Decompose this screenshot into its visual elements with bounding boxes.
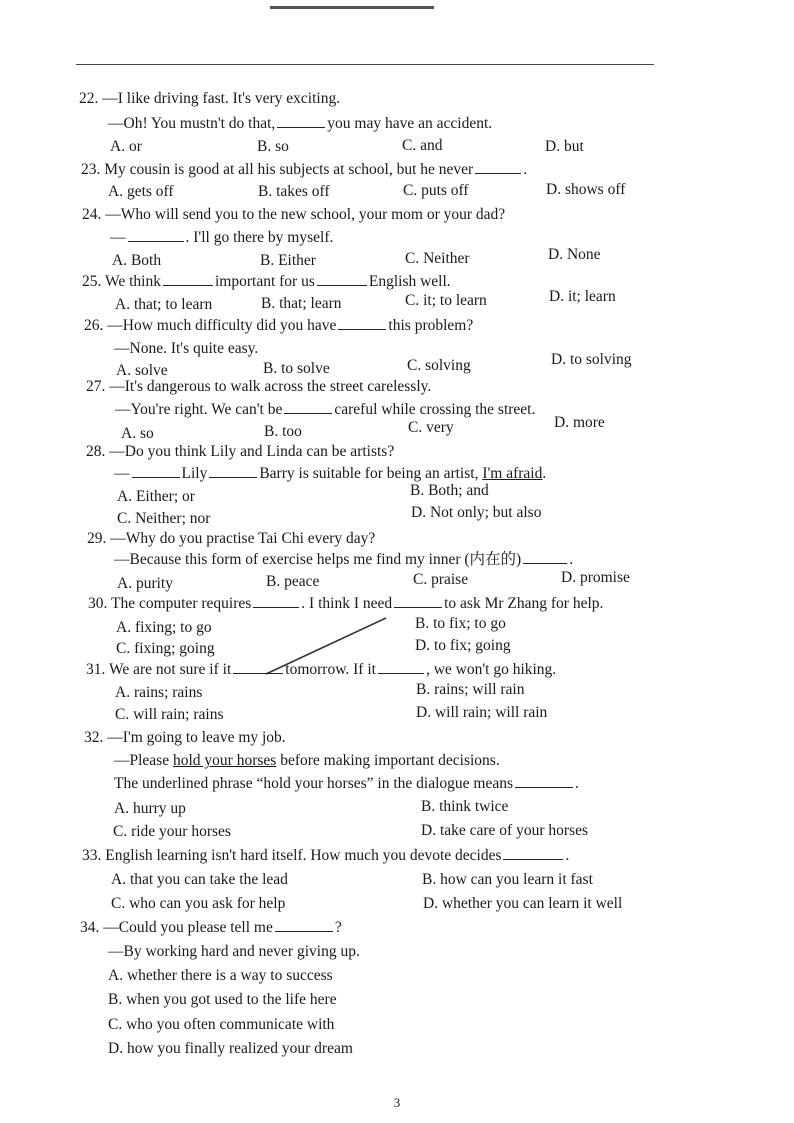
option-c[interactable]: C. who you often communicate with xyxy=(108,1016,335,1033)
option-d[interactable]: D. but xyxy=(545,138,584,155)
option-a[interactable]: A. that; to learn xyxy=(115,296,213,313)
question-32-line2: —Please hold your horses before making important decisions. xyxy=(114,752,500,769)
answer-blank[interactable] xyxy=(284,399,332,414)
question-27-line2: —You're right. We can't be careful while crossing the street. xyxy=(115,401,536,418)
option-d[interactable]: D. take care of your horses xyxy=(421,822,588,839)
question-28: 28. —Do you think Lily and Linda can be artists? xyxy=(86,443,395,460)
header-rule xyxy=(76,64,654,65)
answer-blank[interactable] xyxy=(275,917,333,932)
option-c[interactable]: C. ride your horses xyxy=(113,823,231,840)
option-b[interactable]: B. to fix; to go xyxy=(415,615,506,632)
option-d[interactable]: D. it; learn xyxy=(549,288,616,305)
answer-blank[interactable] xyxy=(233,659,283,674)
option-a[interactable]: A. rains; rains xyxy=(115,684,203,701)
option-c[interactable]: C. and xyxy=(402,137,443,154)
option-b[interactable]: B. peace xyxy=(266,573,320,590)
answer-blank[interactable] xyxy=(253,593,299,608)
question-22: 22. —I like driving fast. It's very exciting. xyxy=(79,90,341,107)
question-30: 30. The computer requires . I think I need to ask Mr Zhang for help. xyxy=(88,595,604,612)
option-c[interactable]: C. Neither; nor xyxy=(117,510,211,527)
answer-blank[interactable] xyxy=(523,549,567,564)
option-c[interactable]: C. fixing; going xyxy=(116,640,215,657)
option-a[interactable]: A. that you can take the lead xyxy=(111,871,288,888)
option-a[interactable]: A. Both xyxy=(112,252,162,269)
underlined-phrase: hold your horses xyxy=(172,752,277,769)
question-32: 32. —I'm going to leave my job. xyxy=(84,729,286,746)
option-a[interactable]: A. purity xyxy=(117,575,173,592)
option-d[interactable]: D. shows off xyxy=(546,181,626,198)
option-b[interactable]: B. too xyxy=(264,423,302,440)
option-b[interactable]: B. Either xyxy=(260,252,316,269)
option-d[interactable]: D. will rain; will rain xyxy=(416,704,548,721)
answer-blank[interactable] xyxy=(475,159,521,174)
option-c[interactable]: C. praise xyxy=(413,571,469,588)
answer-blank[interactable] xyxy=(163,271,213,286)
option-d[interactable]: D. to solving xyxy=(551,351,632,368)
option-b[interactable]: B. that; learn xyxy=(261,295,342,312)
option-c[interactable]: C. it; to learn xyxy=(405,292,487,309)
option-d[interactable]: D. whether you can learn it well xyxy=(423,895,623,912)
question-34: 34. —Could you please tell me ? xyxy=(80,919,342,936)
option-b[interactable]: B. how can you learn it fast xyxy=(422,871,593,888)
option-a[interactable]: A. Either; or xyxy=(117,488,195,505)
question-29: 29. —Why do you practise Tai Chi every day? xyxy=(87,530,376,547)
option-c[interactable]: C. very xyxy=(408,419,454,436)
answer-blank[interactable] xyxy=(338,315,386,330)
question-26-line2: —None. It's quite easy. xyxy=(114,340,259,357)
option-d[interactable]: D. more xyxy=(554,414,605,431)
option-c[interactable]: C. puts off xyxy=(403,182,469,199)
option-a[interactable]: A. or xyxy=(110,138,142,155)
page-number: 3 xyxy=(393,1095,401,1110)
answer-blank[interactable] xyxy=(503,845,563,860)
question-31: 31. We are not sure if it tomorrow. If it , we won't go hiking. xyxy=(86,661,557,678)
option-b[interactable]: B. Both; and xyxy=(410,482,489,499)
option-b[interactable]: B. think twice xyxy=(421,798,509,815)
answer-blank[interactable] xyxy=(515,773,573,788)
answer-blank[interactable] xyxy=(277,113,325,128)
option-d[interactable]: D. None xyxy=(548,246,601,263)
option-d[interactable]: D. Not only; but also xyxy=(411,504,542,521)
question-26: 26. —How much difficulty did you have this problem? xyxy=(84,317,474,334)
question-27: 27. —It's dangerous to walk across the street carelessly. xyxy=(86,378,432,395)
question-24-line2: — . I'll go there by myself. xyxy=(110,229,334,246)
option-c[interactable]: C. will rain; rains xyxy=(115,706,224,723)
scan-mark-top xyxy=(270,6,434,9)
option-a[interactable]: A. gets off xyxy=(108,183,174,200)
option-a[interactable]: A. so xyxy=(121,425,154,442)
question-24: 24. —Who will send you to the new school, your mom or your dad? xyxy=(82,206,506,223)
answer-blank[interactable] xyxy=(378,659,424,674)
option-a[interactable]: A. hurry up xyxy=(114,800,186,817)
option-a[interactable]: A. solve xyxy=(116,362,168,379)
option-d[interactable]: D. how you finally realized your dream xyxy=(108,1040,353,1057)
question-22-line2: —Oh! You mustn't do that, you may have an accident. xyxy=(108,115,493,132)
answer-blank[interactable] xyxy=(394,593,442,608)
question-34-line2: —By working hard and never giving up. xyxy=(108,943,360,960)
question-23: 23. My cousin is good at all his subjects at school, but he never . xyxy=(81,161,528,178)
question-33: 33. English learning isn't hard itself. How much you devote decides . xyxy=(82,847,570,864)
option-d[interactable]: D. promise xyxy=(561,569,630,586)
question-29-line2: —Because this form of exercise helps me find my inner (内在的) . xyxy=(114,551,574,568)
answer-blank[interactable] xyxy=(317,271,367,286)
answer-blank[interactable] xyxy=(209,463,257,478)
option-c[interactable]: C. who can you ask for help xyxy=(111,895,286,912)
option-b[interactable]: B. rains; will rain xyxy=(416,681,525,698)
question-25: 25. We think important for us English well. xyxy=(82,273,451,290)
option-d[interactable]: D. to fix; going xyxy=(415,637,511,654)
answer-blank[interactable] xyxy=(128,227,184,242)
option-b[interactable]: B. when you got used to the life here xyxy=(108,991,337,1008)
question-32-line3: The underlined phrase “hold your horses” in the dialogue means . xyxy=(114,775,579,792)
option-b[interactable]: B. takes off xyxy=(258,183,330,200)
option-c[interactable]: C. solving xyxy=(407,357,471,374)
option-b[interactable]: B. so xyxy=(257,138,289,155)
option-a[interactable]: A. fixing; to go xyxy=(116,619,212,636)
question-28-line2: — Lily Barry is suitable for being an artist, I'm afraid. xyxy=(114,465,547,482)
answer-blank[interactable] xyxy=(132,463,180,478)
option-b[interactable]: B. to solve xyxy=(263,360,330,377)
option-a[interactable]: A. whether there is a way to success xyxy=(108,967,333,984)
option-c[interactable]: C. Neither xyxy=(405,250,470,267)
